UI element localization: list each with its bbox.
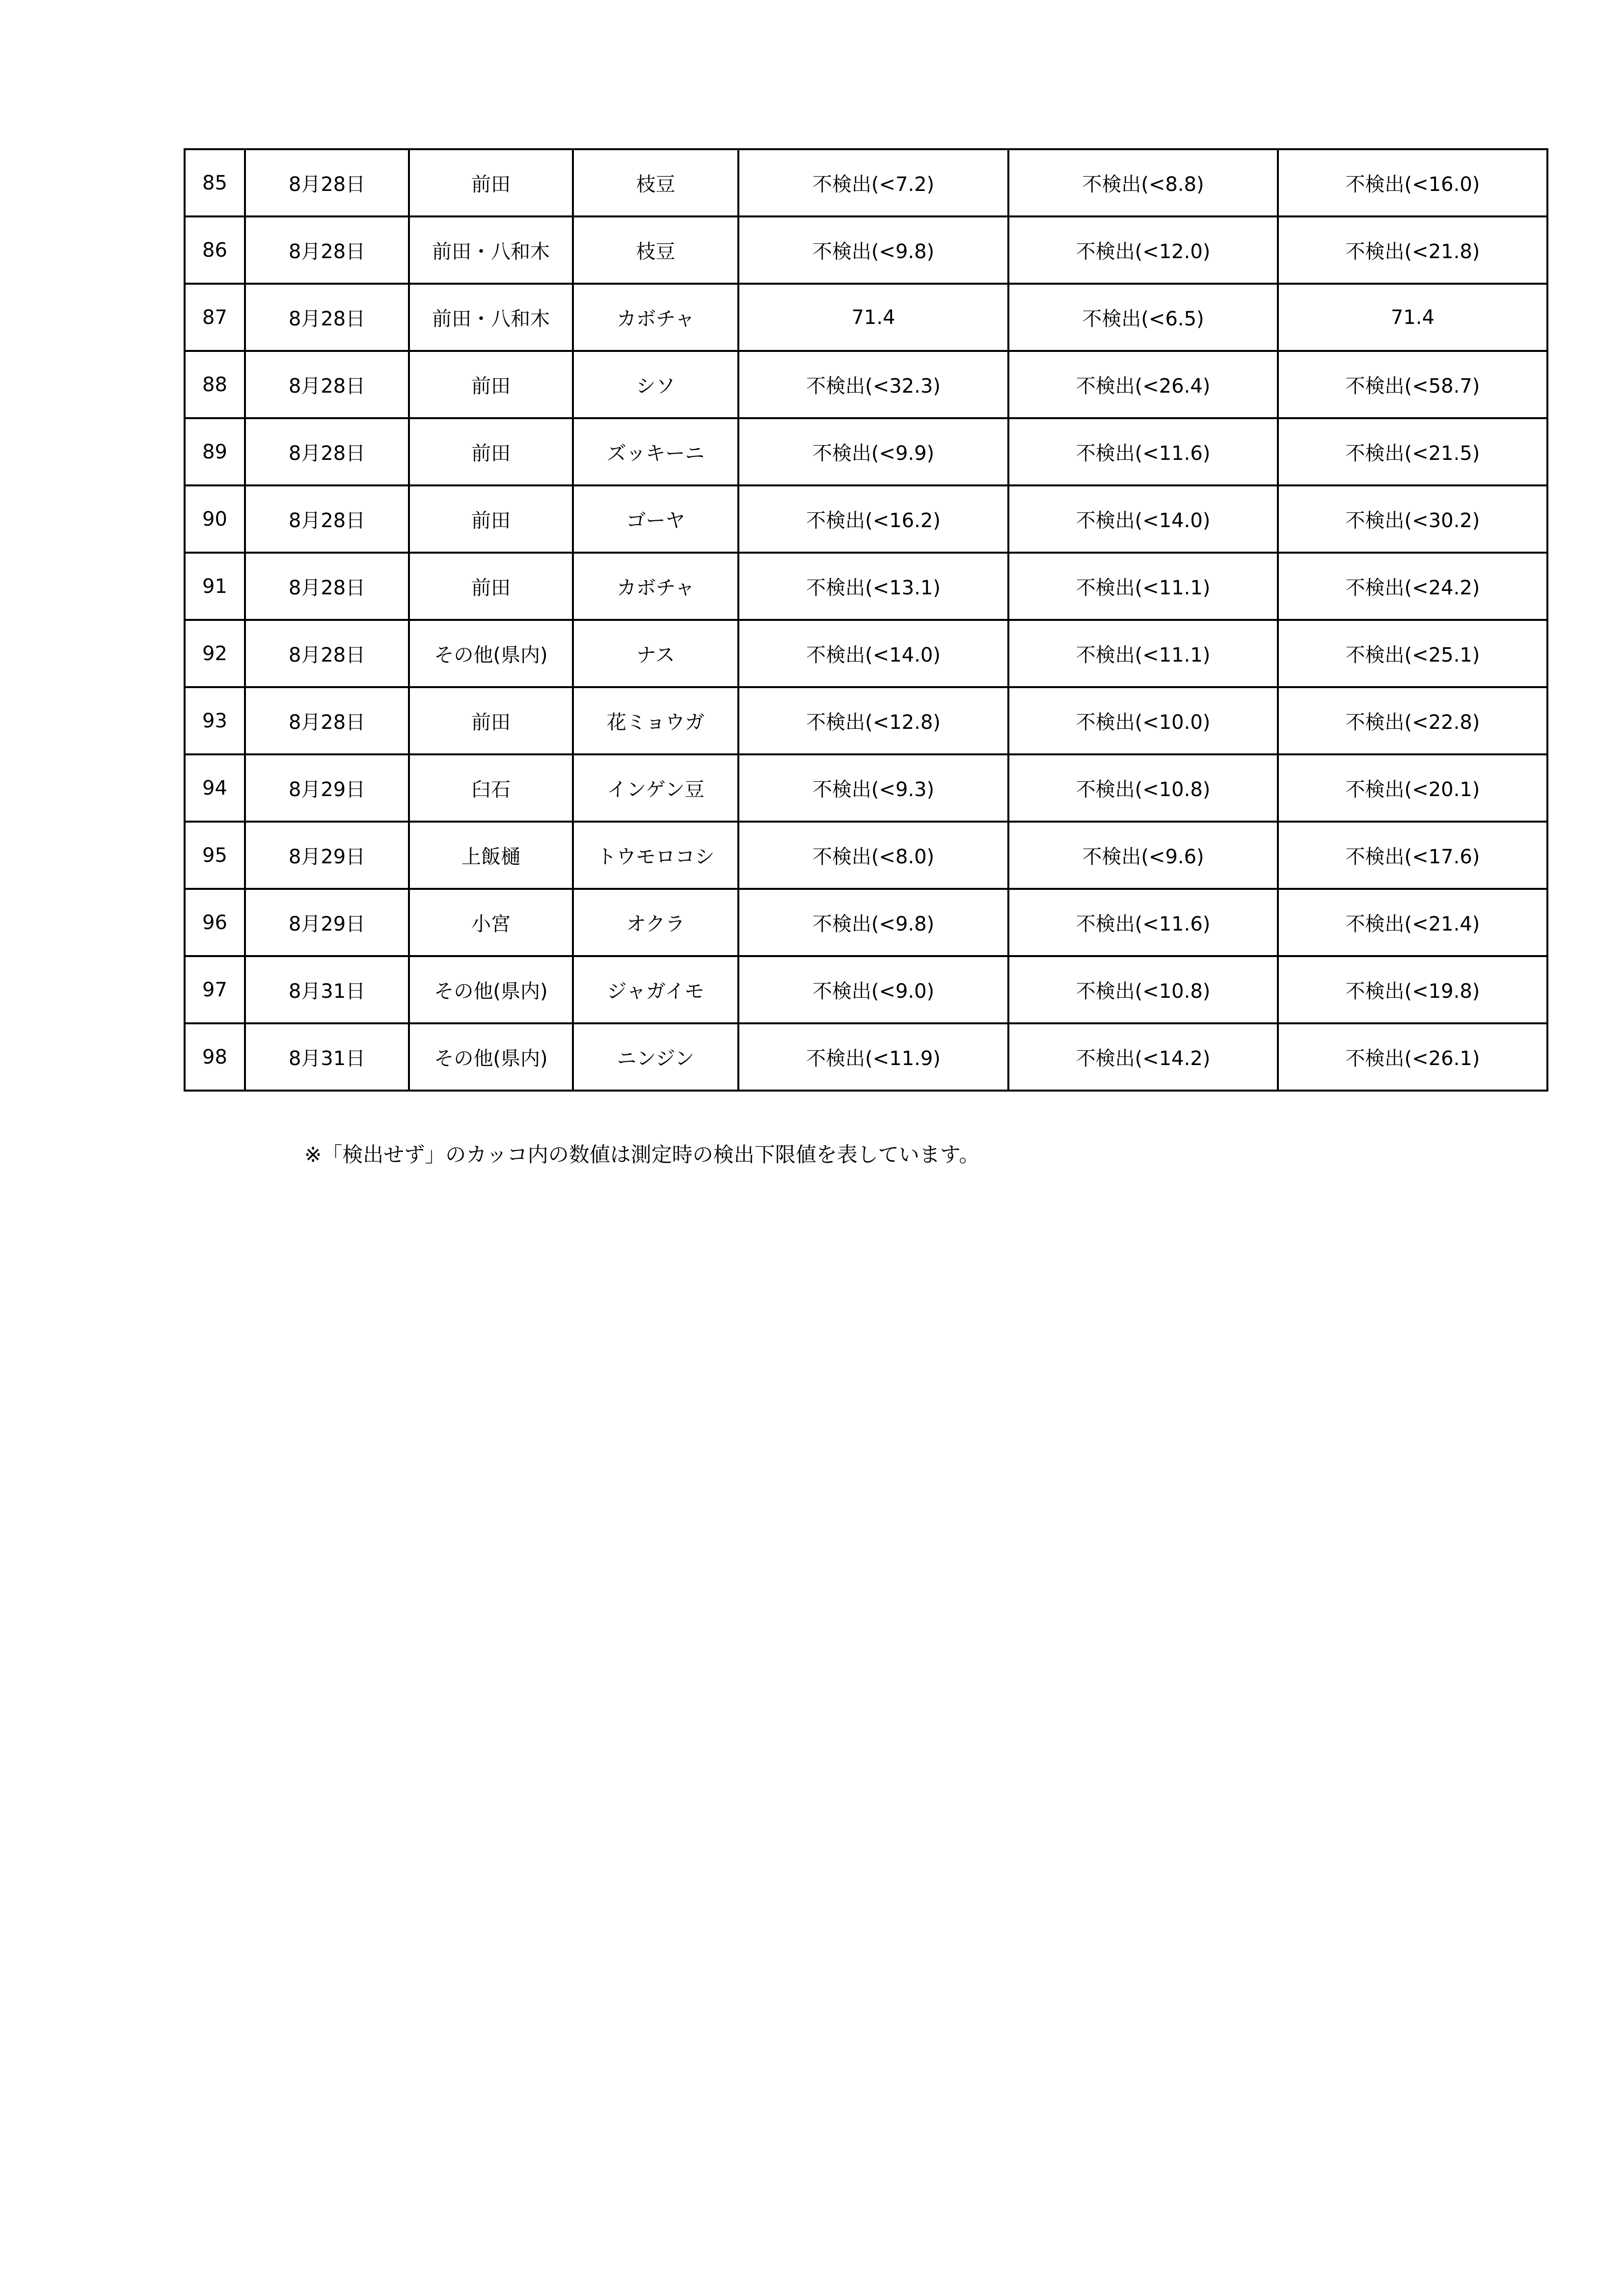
table-row (185, 418, 1547, 485)
item-cell: 枝豆 (573, 216, 738, 284)
area-cell: 上飯樋 (409, 822, 573, 889)
item-cell: インゲン豆 (573, 754, 738, 822)
value-cell-3: 不検出(<25.1) (1278, 620, 1547, 687)
item-cell: トウモロコシ (573, 822, 738, 889)
table-row (185, 485, 1547, 553)
value-cell-3: 不検出(<21.8) (1278, 216, 1547, 284)
value-cell-1: 不検出(<16.2) (738, 485, 1008, 553)
sample-number-cell: 90 (185, 485, 245, 553)
value-cell-2: 不検出(<10.8) (1008, 956, 1278, 1023)
table-row (185, 351, 1547, 418)
value-cell-3: 不検出(<21.5) (1278, 418, 1547, 485)
item-cell: カボチャ (573, 553, 738, 620)
item-cell: シソ (573, 351, 738, 418)
date-cell: 8月28日 (245, 620, 409, 687)
date-cell: 8月28日 (245, 216, 409, 284)
value-cell-2: 不検出(<6.5) (1008, 284, 1278, 351)
value-cell-3: 不検出(<22.8) (1278, 687, 1547, 754)
area-cell: 前田 (409, 418, 573, 485)
item-cell: カボチャ (573, 284, 738, 351)
value-cell-1: 不検出(<9.3) (738, 754, 1008, 822)
date-cell: 8月29日 (245, 889, 409, 956)
table-row (185, 687, 1547, 754)
date-cell: 8月28日 (245, 284, 409, 351)
sample-number-cell: 91 (185, 553, 245, 620)
date-cell: 8月28日 (245, 485, 409, 553)
area-cell: その他(県内) (409, 956, 573, 1023)
item-cell: ズッキーニ (573, 418, 738, 485)
results-table (184, 148, 1548, 1092)
date-cell: 8月31日 (245, 956, 409, 1023)
area-cell: 前田・八和木 (409, 216, 573, 284)
area-cell: 前田 (409, 149, 573, 216)
area-cell: その他(県内) (409, 620, 573, 687)
table-row (185, 956, 1547, 1023)
area-cell: 前田・八和木 (409, 284, 573, 351)
sample-number-cell: 87 (185, 284, 245, 351)
item-cell: 枝豆 (573, 149, 738, 216)
value-cell-1: 不検出(<9.9) (738, 418, 1008, 485)
sample-number-cell: 92 (185, 620, 245, 687)
table-row (185, 216, 1547, 284)
value-cell-1: 不検出(<8.0) (738, 822, 1008, 889)
table-row (185, 620, 1547, 687)
date-cell: 8月29日 (245, 822, 409, 889)
sample-number-cell: 97 (185, 956, 245, 1023)
sample-number-cell: 93 (185, 687, 245, 754)
value-cell-3: 不検出(<58.7) (1278, 351, 1547, 418)
item-cell: ゴーヤ (573, 485, 738, 553)
value-cell-1: 不検出(<9.8) (738, 889, 1008, 956)
value-cell-2: 不検出(<14.0) (1008, 485, 1278, 553)
value-cell-2: 不検出(<14.2) (1008, 1023, 1278, 1091)
value-cell-2: 不検出(<11.6) (1008, 889, 1278, 956)
value-cell-3: 不検出(<20.1) (1278, 754, 1547, 822)
table-row (185, 284, 1547, 351)
value-cell-1: 不検出(<32.3) (738, 351, 1008, 418)
value-cell-2: 不検出(<11.1) (1008, 620, 1278, 687)
sample-number-cell: 85 (185, 149, 245, 216)
value-cell-3: 不検出(<16.0) (1278, 149, 1547, 216)
sample-number-cell: 95 (185, 822, 245, 889)
date-cell: 8月31日 (245, 1023, 409, 1091)
value-cell-2: 不検出(<11.6) (1008, 418, 1278, 485)
table-row (185, 754, 1547, 822)
value-cell-1: 不検出(<12.8) (738, 687, 1008, 754)
table-row (185, 822, 1547, 889)
area-cell: 小宮 (409, 889, 573, 956)
sample-number-cell: 86 (185, 216, 245, 284)
sample-number-cell: 94 (185, 754, 245, 822)
area-cell: その他(県内) (409, 1023, 573, 1091)
value-cell-1: 不検出(<11.9) (738, 1023, 1008, 1091)
value-cell-1: 不検出(<7.2) (738, 149, 1008, 216)
table-row (185, 889, 1547, 956)
value-cell-1: 不検出(<9.8) (738, 216, 1008, 284)
value-cell-3: 71.4 (1278, 284, 1547, 351)
date-cell: 8月29日 (245, 754, 409, 822)
sample-number-cell: 98 (185, 1023, 245, 1091)
value-cell-3: 不検出(<24.2) (1278, 553, 1547, 620)
item-cell: ナス (573, 620, 738, 687)
table-row (185, 149, 1547, 216)
item-cell: ジャガイモ (573, 956, 738, 1023)
date-cell: 8月28日 (245, 149, 409, 216)
value-cell-2: 不検出(<26.4) (1008, 351, 1278, 418)
area-cell: 臼石 (409, 754, 573, 822)
sample-number-cell: 89 (185, 418, 245, 485)
value-cell-3: 不検出(<30.2) (1278, 485, 1547, 553)
value-cell-2: 不検出(<10.8) (1008, 754, 1278, 822)
value-cell-2: 不検出(<10.0) (1008, 687, 1278, 754)
area-cell: 前田 (409, 351, 573, 418)
date-cell: 8月28日 (245, 553, 409, 620)
sample-number-cell: 96 (185, 889, 245, 956)
table-row (185, 553, 1547, 620)
date-cell: 8月28日 (245, 687, 409, 754)
value-cell-2: 不検出(<11.1) (1008, 553, 1278, 620)
value-cell-3: 不検出(<19.8) (1278, 956, 1547, 1023)
item-cell: オクラ (573, 889, 738, 956)
area-cell: 前田 (409, 485, 573, 553)
value-cell-3: 不検出(<26.1) (1278, 1023, 1547, 1091)
value-cell-2: 不検出(<12.0) (1008, 216, 1278, 284)
item-cell: 花ミョウガ (573, 687, 738, 754)
value-cell-1: 71.4 (738, 284, 1008, 351)
sample-number-cell: 88 (185, 351, 245, 418)
area-cell: 前田 (409, 553, 573, 620)
date-cell: 8月28日 (245, 418, 409, 485)
value-cell-3: 不検出(<17.6) (1278, 822, 1547, 889)
results-table-body (185, 149, 1547, 1091)
table-row (185, 1023, 1547, 1091)
value-cell-1: 不検出(<9.0) (738, 956, 1008, 1023)
value-cell-1: 不検出(<13.1) (738, 553, 1008, 620)
date-cell: 8月28日 (245, 351, 409, 418)
item-cell: ニンジン (573, 1023, 738, 1091)
value-cell-2: 不検出(<8.8) (1008, 149, 1278, 216)
footnote: ※「検出せず」のカッコ内の数値は測定時の検出下限値を表しています。 (304, 1143, 980, 1167)
value-cell-3: 不検出(<21.4) (1278, 889, 1547, 956)
area-cell: 前田 (409, 687, 573, 754)
value-cell-2: 不検出(<9.6) (1008, 822, 1278, 889)
value-cell-1: 不検出(<14.0) (738, 620, 1008, 687)
